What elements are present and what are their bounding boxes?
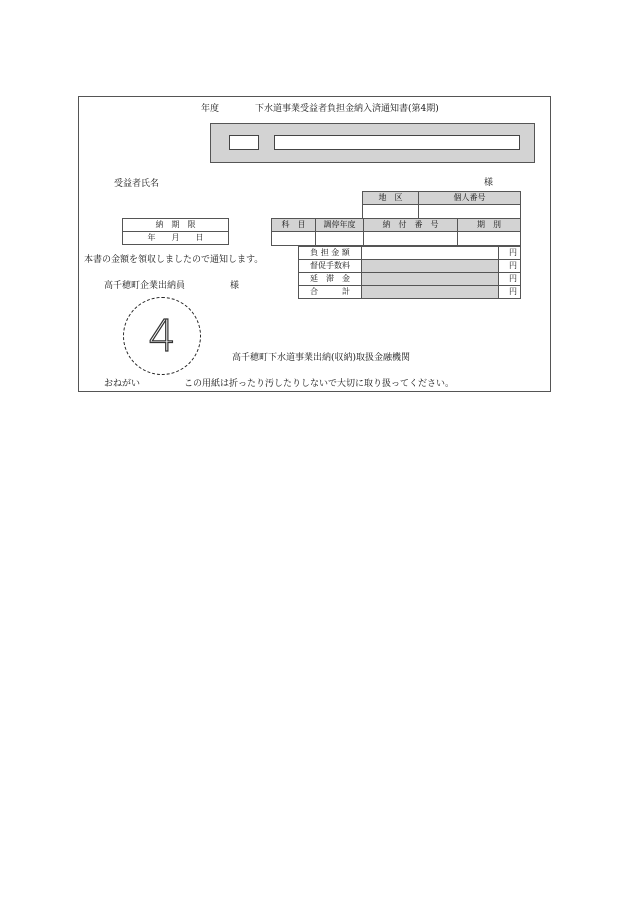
personal-no-header: 個人番号 bbox=[419, 192, 521, 205]
amount-label: 督促手数料 bbox=[299, 260, 362, 273]
period-cell bbox=[458, 232, 521, 246]
document-title: 下水道事業受益者負担金納入済通知書(第4期) bbox=[255, 104, 439, 114]
yen-unit: 円 bbox=[499, 286, 521, 299]
footer-text: この用紙は折ったり汚したりしないで大切に取り扱ってください。 bbox=[184, 379, 455, 389]
amount-value bbox=[362, 286, 499, 299]
amount-value bbox=[362, 260, 499, 273]
item-cell bbox=[272, 232, 316, 246]
amount-label: 負 担 金 額 bbox=[299, 247, 362, 260]
adjust-year-cell bbox=[316, 232, 364, 246]
payment-info-table bbox=[271, 218, 521, 246]
yen-unit: 円 bbox=[499, 247, 521, 260]
amount-label: 延 滞 金 bbox=[299, 273, 362, 286]
address-input-box[interactable] bbox=[274, 135, 520, 150]
amount-table bbox=[298, 246, 521, 299]
officer-label: 高千穂町企業出納員 bbox=[104, 281, 186, 291]
receipt-notice: 本書の金額を領収しましたので通知します。 bbox=[84, 255, 264, 265]
personal-no-cell bbox=[419, 205, 521, 219]
adjust-year-header: 調停年度 bbox=[316, 219, 364, 232]
recipient-honorific: 様 bbox=[484, 178, 494, 188]
officer-honorific: 様 bbox=[230, 281, 240, 291]
payment-no-cell bbox=[364, 232, 458, 246]
payment-no-header: 納 付 番 号 bbox=[364, 219, 458, 232]
item-header: 科 目 bbox=[272, 219, 316, 232]
period-number-stamp: 4 bbox=[148, 310, 176, 362]
period-header: 期 別 bbox=[458, 219, 521, 232]
amount-value bbox=[362, 247, 499, 260]
yen-unit: 円 bbox=[499, 273, 521, 286]
due-date-header: 納 期 限 bbox=[123, 219, 229, 232]
amount-value bbox=[362, 273, 499, 286]
due-date-table bbox=[122, 218, 229, 245]
district-cell bbox=[363, 205, 419, 219]
recipient-name-label: 受益者氏名 bbox=[114, 179, 160, 189]
footer-label: おねがい bbox=[104, 379, 141, 389]
institution-name: 高千穂町下水道事業出納(収納)取扱金融機関 bbox=[232, 353, 411, 363]
year-label: 年度 bbox=[201, 104, 220, 114]
year-input-box[interactable] bbox=[229, 135, 259, 150]
district-id-table bbox=[362, 191, 521, 219]
district-header: 地 区 bbox=[363, 192, 419, 205]
amount-label: 合 計 bbox=[299, 286, 362, 299]
due-date-value: 年 月 日 bbox=[123, 232, 229, 245]
yen-unit: 円 bbox=[499, 260, 521, 273]
